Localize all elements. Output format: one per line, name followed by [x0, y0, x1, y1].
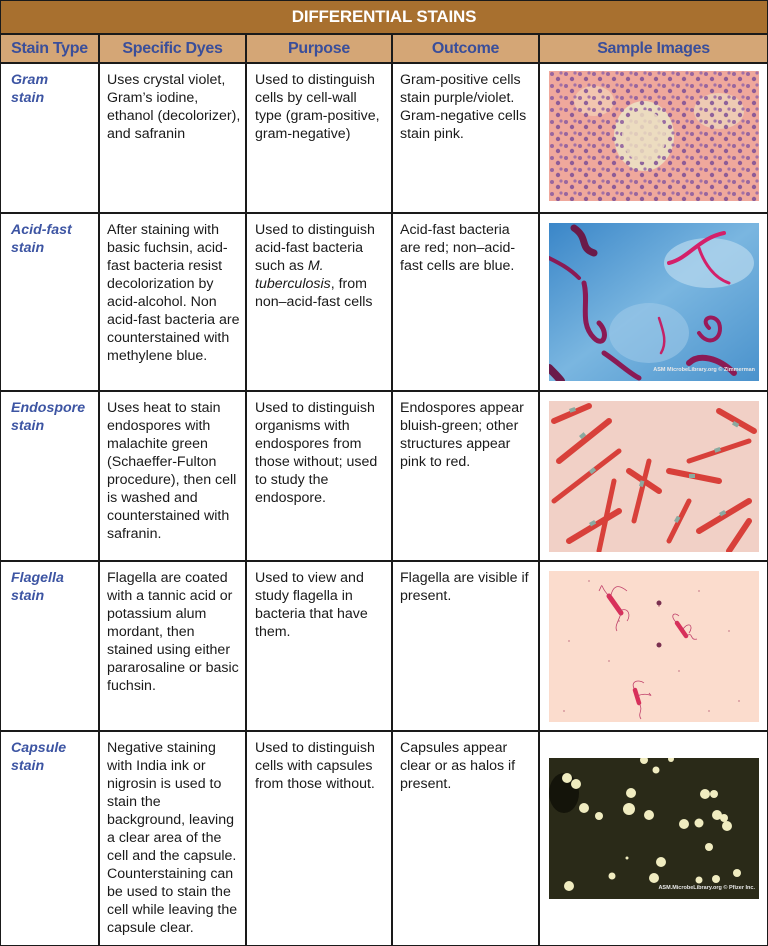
organism-name: M. tuberculosis — [255, 258, 331, 292]
stain-type-line: stain — [11, 418, 45, 434]
outcome-cell: Acid-fast bacteria are red; non–acid-fast cells are blue. — [400, 222, 516, 274]
stain-type-cell — [1, 562, 98, 605]
stain-type-line: stain — [11, 240, 45, 256]
table-row-acid-fast — [1, 214, 767, 392]
stain-type-cell — [1, 392, 98, 435]
stain-type-line: Acid-fast — [11, 222, 72, 238]
table-row-flagella — [1, 562, 767, 732]
column-header-row — [1, 35, 767, 64]
column-divider — [98, 35, 100, 945]
stain-type-line: Flagella — [11, 570, 64, 586]
purpose-text: Used to distinguish acid-fast bacteria such as — [255, 222, 375, 274]
table-row-gram — [1, 64, 767, 214]
column-header-specific-dyes: Specific Dyes — [122, 39, 223, 57]
column-divider — [245, 35, 247, 945]
stain-type-cell — [1, 64, 98, 107]
outcome-cell: Gram-positive cells stain purple/violet. Gram-negative cells stain pink. — [400, 72, 527, 142]
column-header-sample-images: Sample Images — [597, 39, 710, 57]
specific-dyes-cell: Negative staining with India ink or nigrosin is used to stain the background, leaving a clear area of the cell and the capsule. Counterstaining can be used to stain the cell while leaving the capsule clear. — [107, 740, 238, 936]
column-header-outcome: Outcome — [431, 39, 500, 57]
stain-type-cell — [1, 732, 98, 775]
table-row-capsule — [1, 732, 767, 945]
specific-dyes-cell: Uses heat to stain endospores with malachite green (Schaeffer-Fulton procedure), then cell is washed and counterstained with safranin. — [107, 400, 237, 542]
gram-stain-micrograph — [549, 71, 759, 201]
column-divider — [538, 35, 540, 945]
outcome-cell: Endospores appear bluish-green; other structures appear pink to red. — [400, 400, 524, 470]
column-divider — [391, 35, 393, 945]
stain-type-line: Endospore — [11, 400, 86, 416]
flagella-stain-micrograph — [549, 571, 759, 722]
purpose-cell: Used to distinguish cells by cell-wall type (gram-positive, gram-negative) — [255, 72, 380, 142]
outcome-cell: Flagella are visible if present. — [400, 570, 529, 604]
purpose-cell — [247, 214, 391, 311]
stain-type-line: Capsule — [11, 740, 67, 756]
specific-dyes-cell: After staining with basic fuchsin, acid-fast bacteria resist decolorization by acid-alcohol. Non acid-fast bacteria are counterstained with methylene blue. — [107, 222, 240, 364]
endospore-stain-micrograph — [549, 401, 759, 552]
table-title: DIFFERENTIAL STAINS — [291, 7, 477, 26]
purpose-text: , from non–acid-fast cells — [255, 276, 373, 310]
purpose-cell: Used to distinguish organisms with endospores from those without; used to study the endospore. — [255, 400, 378, 506]
outcome-cell: Capsules appear clear or as halos if present. — [400, 740, 516, 792]
column-header-purpose: Purpose — [288, 39, 350, 57]
image-credit: ASM.MicrobeLibrary.org © Pfizer Inc. — [658, 885, 755, 891]
purpose-cell: Used to distinguish cells with capsules from those without. — [255, 740, 375, 792]
stain-type-cell — [1, 214, 98, 257]
column-header-stain-type: Stain Type — [11, 39, 88, 57]
stain-type-line: stain — [11, 758, 45, 774]
purpose-cell: Used to view and study flagella in bacteria that have them. — [255, 570, 368, 640]
acid-fast-stain-micrograph — [549, 223, 759, 381]
specific-dyes-cell: Uses crystal violet, Gram’s iodine, ethanol (decolorizer), and safranin — [107, 72, 241, 142]
stain-type-line: stain — [11, 90, 45, 106]
table-row-endospore — [1, 392, 767, 562]
specific-dyes-cell: Flagella are coated with a tannic acid or potassium alum mordant, then stained using either pararosaline or basic fuchsin. — [107, 570, 239, 694]
stain-type-line: Gram — [11, 72, 49, 88]
table-title-bar — [1, 1, 767, 35]
stain-type-line: stain — [11, 588, 45, 604]
capsule-stain-micrograph — [549, 758, 759, 899]
image-credit: ASM MicrobeLibrary.org © Zimmerman — [653, 367, 755, 373]
